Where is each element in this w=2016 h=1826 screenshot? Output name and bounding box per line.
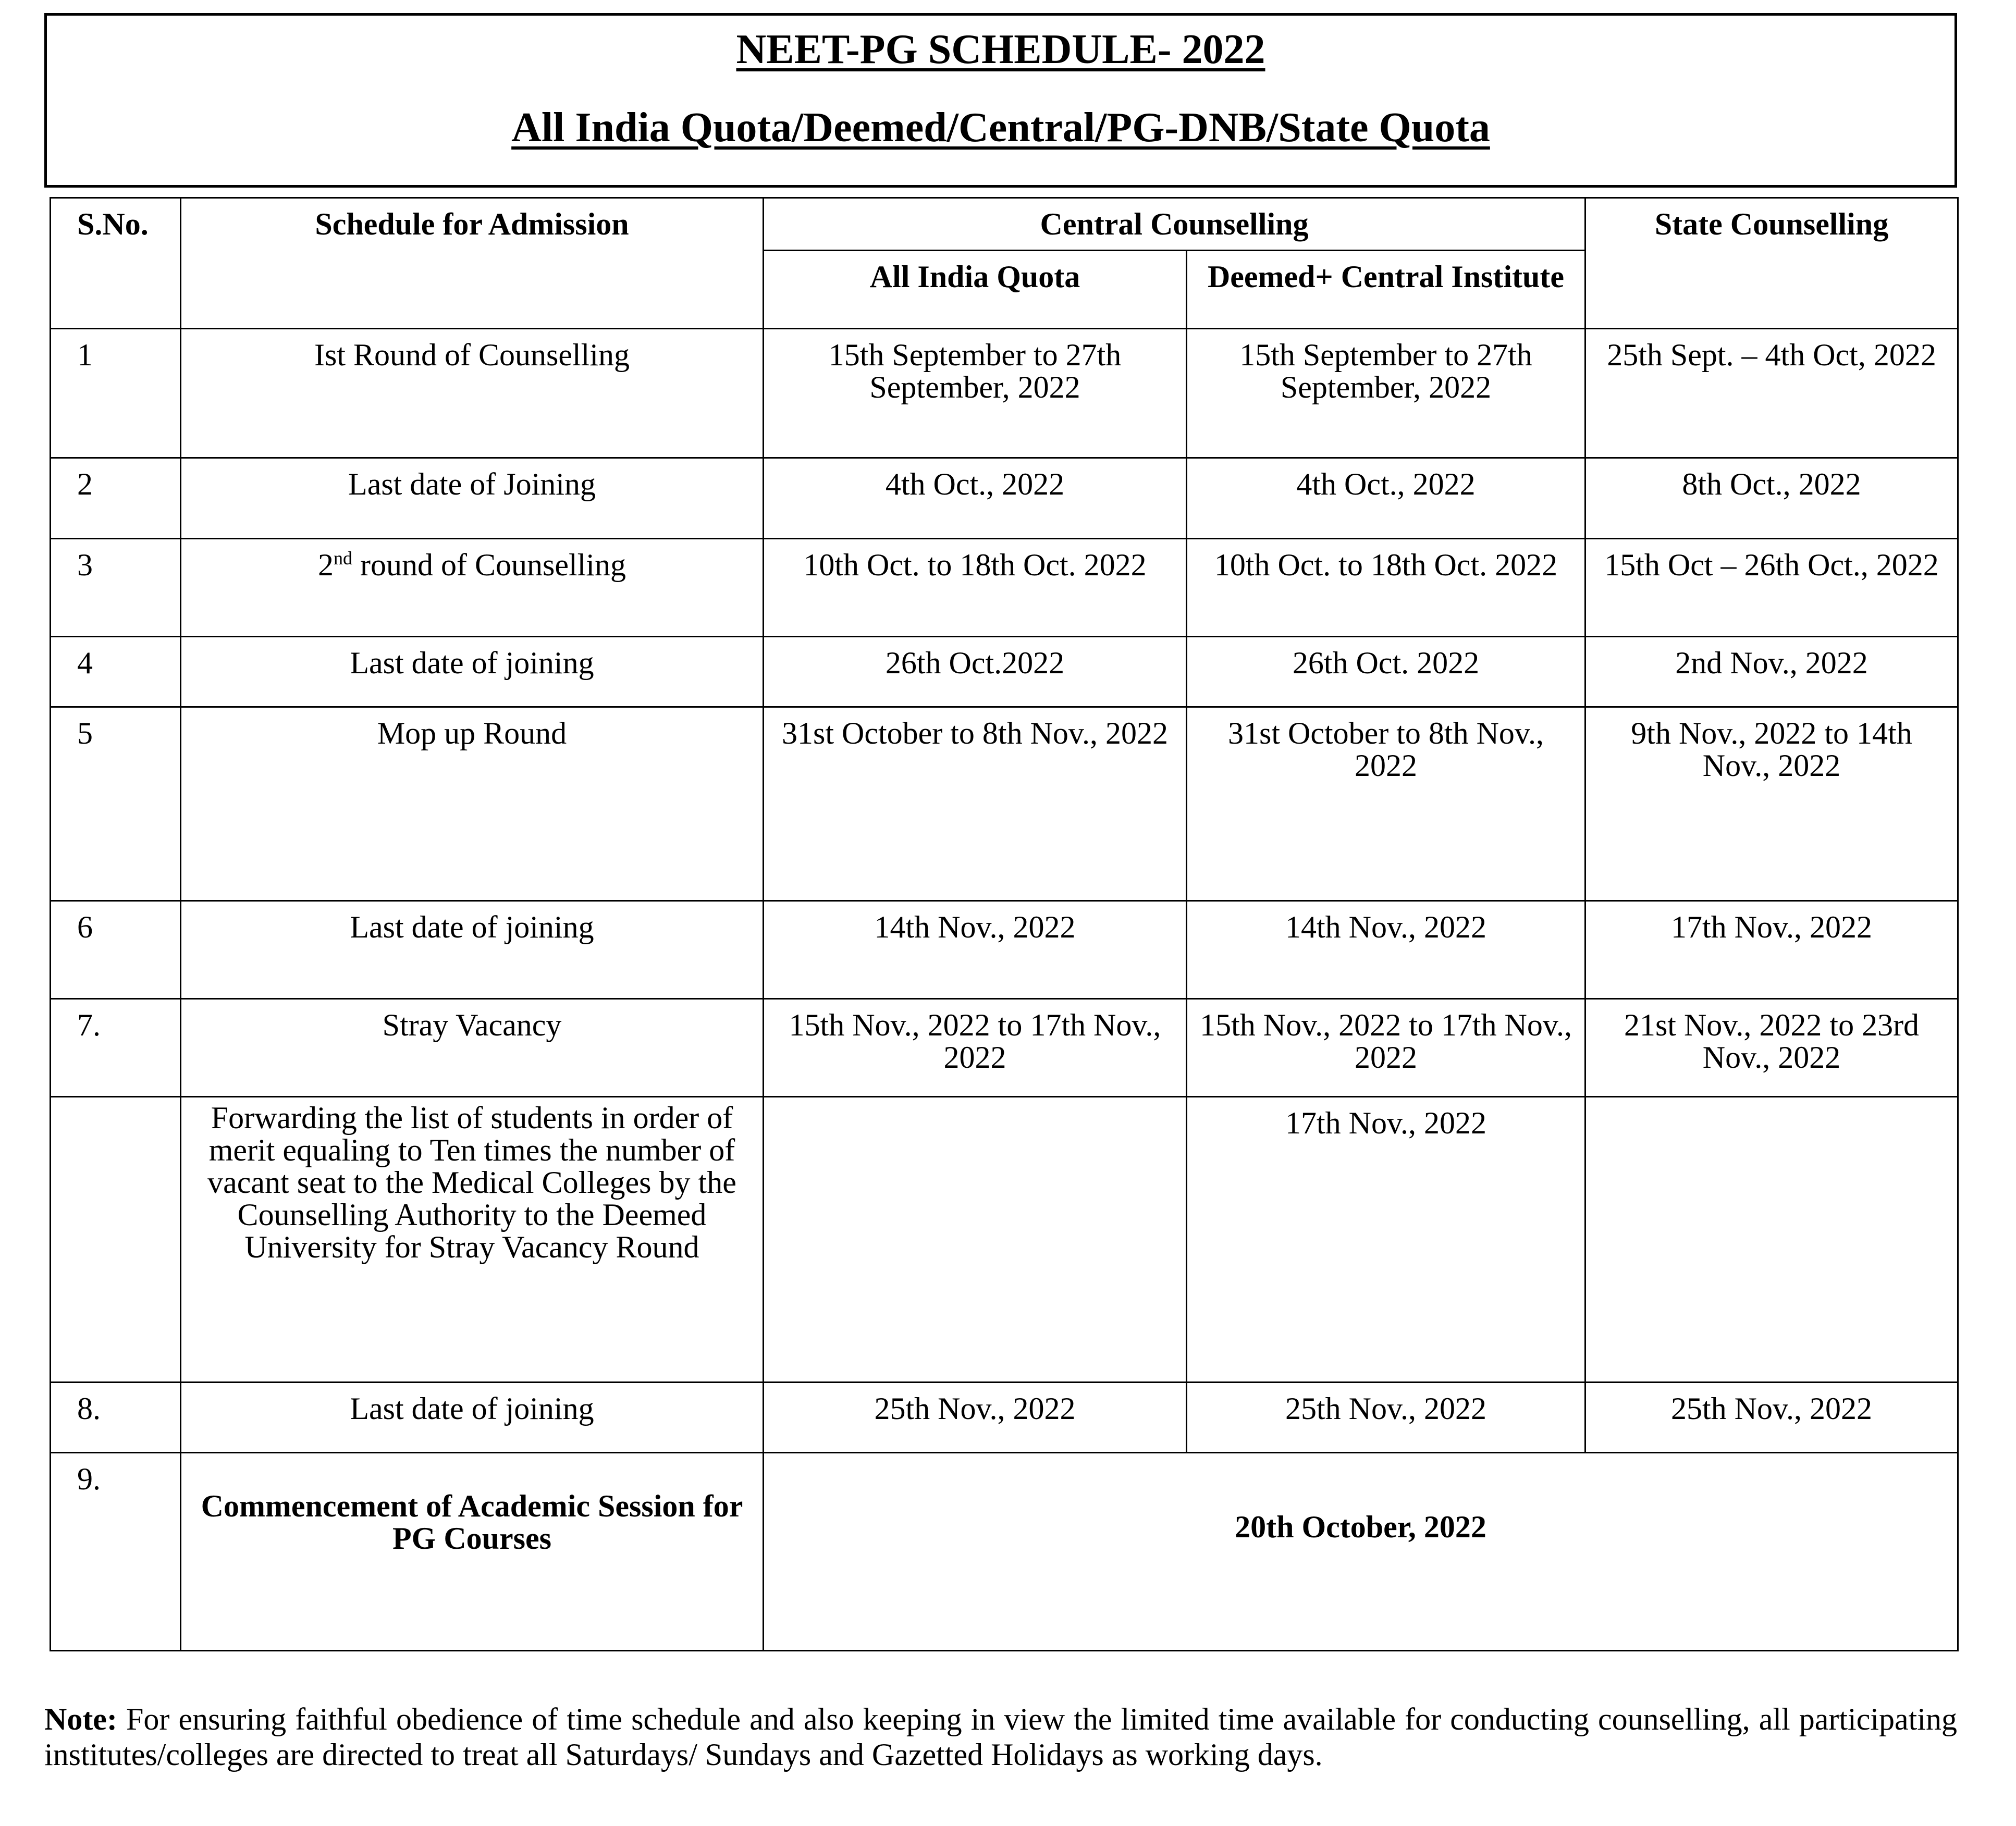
- cell-state: 9th Nov., 2022 to 14th Nov., 2022: [1585, 707, 1958, 901]
- cell-aiq: 26th Oct.2022: [764, 637, 1187, 707]
- cell-deemed: 26th Oct. 2022: [1187, 637, 1585, 707]
- cell-sno: 3: [51, 539, 181, 637]
- table-row: [51, 1097, 1958, 1383]
- cell-event: Ist Round of Counselling: [181, 329, 764, 458]
- cell-sno: 5: [51, 707, 181, 901]
- cell-event: Mop up Round: [181, 707, 764, 901]
- cell-aiq: 25th Nov., 2022: [764, 1383, 1187, 1453]
- table-row: [51, 999, 1958, 1097]
- cell-sno: 1: [51, 329, 181, 458]
- cell-sno: 6: [51, 901, 181, 999]
- table-row: [51, 901, 1958, 999]
- cell-sno: 8.: [51, 1383, 181, 1453]
- header-aiq: All India Quota: [764, 251, 1187, 329]
- cell-aiq: 10th Oct. to 18th Oct. 2022: [764, 539, 1187, 637]
- table-row: [51, 1383, 1958, 1453]
- cell-state: 15th Oct – 26th Oct., 2022: [1585, 539, 1958, 637]
- table-row: [51, 637, 1958, 707]
- table-row: [51, 1453, 1958, 1651]
- cell-state: 21st Nov., 2022 to 23rd Nov., 2022: [1585, 999, 1958, 1097]
- cell-deemed: 14th Nov., 2022: [1187, 901, 1585, 999]
- page-subtitle: All India Quota/Deemed/Central/PG-DNB/State Quota: [511, 105, 1490, 151]
- cell-state: 2nd Nov., 2022: [1585, 637, 1958, 707]
- cell-deemed: 4th Oct., 2022: [1187, 458, 1585, 539]
- cell-sno: [51, 1097, 181, 1383]
- cell-event: Last date of joining: [181, 637, 764, 707]
- cell-aiq: 15th Nov., 2022 to 17th Nov., 2022: [764, 999, 1187, 1097]
- table-row: [51, 539, 1958, 637]
- cell-event: Forwarding the list of students in order of merit equaling to Ten times the number of vacant seat to the Medical Colleges by the Counselling Authority to the Deemed University for Stray Vacancy Round: [181, 1097, 764, 1383]
- table-row: [51, 329, 1958, 458]
- event-text: round of Counselling: [352, 548, 626, 582]
- cell-sno: 2: [51, 458, 181, 539]
- cell-deemed: 25th Nov., 2022: [1187, 1383, 1585, 1453]
- header-row: [51, 198, 1958, 251]
- cell-deemed: 17th Nov., 2022: [1187, 1097, 1585, 1383]
- cell-event: Commencement of Academic Session for PG Courses: [181, 1453, 764, 1651]
- table-row: [51, 458, 1958, 539]
- cell-event: Last date of joining: [181, 901, 764, 999]
- note: [44, 1701, 1957, 1772]
- cell-aiq: 14th Nov., 2022: [764, 901, 1187, 999]
- cell-state: [1585, 1097, 1958, 1383]
- header-central: Central Counselling: [764, 198, 1585, 251]
- page-title: NEET-PG SCHEDULE- 2022: [736, 27, 1265, 72]
- cell-state: 17th Nov., 2022: [1585, 901, 1958, 999]
- cell-event: Last date of Joining: [181, 458, 764, 539]
- note-text: For ensuring faithful obedience of time schedule and also keeping in view the limited time available for conducting counselling, all participating institutes/colleges are directed to treat all Saturdays/ Sundays and Gazetted Holidays as working days.: [44, 1702, 1957, 1772]
- table-row: [51, 707, 1958, 901]
- cell-merged-date: 20th October, 2022: [764, 1453, 1958, 1651]
- cell-aiq: 15th September to 27th September, 2022: [764, 329, 1187, 458]
- cell-sno: 4: [51, 637, 181, 707]
- cell-event: Last date of joining: [181, 1383, 764, 1453]
- cell-sno: 7.: [51, 999, 181, 1097]
- event-ordinal: 2: [318, 548, 334, 582]
- cell-aiq: [764, 1097, 1187, 1383]
- cell-event: Stray Vacancy: [181, 999, 764, 1097]
- cell-deemed: 15th Nov., 2022 to 17th Nov., 2022: [1187, 999, 1585, 1097]
- header-deemed: Deemed+ Central Institute: [1187, 251, 1585, 329]
- cell-sno: 9.: [51, 1453, 181, 1651]
- header-schedule: Schedule for Admission: [181, 198, 764, 329]
- cell-event: [181, 539, 764, 637]
- cell-deemed: 10th Oct. to 18th Oct. 2022: [1187, 539, 1585, 637]
- cell-state: 25th Nov., 2022: [1585, 1383, 1958, 1453]
- cell-deemed: 31st October to 8th Nov., 2022: [1187, 707, 1585, 901]
- event-ordinal-suffix: nd: [334, 548, 352, 569]
- header-sno: S.No.: [51, 198, 181, 329]
- title-box: [44, 13, 1957, 188]
- cell-aiq: 31st October to 8th Nov., 2022: [764, 707, 1187, 901]
- header-state: State Counselling: [1585, 198, 1958, 329]
- cell-state: 25th Sept. – 4th Oct, 2022: [1585, 329, 1958, 458]
- cell-aiq: 4th Oct., 2022: [764, 458, 1187, 539]
- schedule-table: [50, 197, 1959, 1651]
- cell-state: 8th Oct., 2022: [1585, 458, 1958, 539]
- note-label: Note:: [44, 1702, 117, 1736]
- cell-deemed: 15th September to 27th September, 2022: [1187, 329, 1585, 458]
